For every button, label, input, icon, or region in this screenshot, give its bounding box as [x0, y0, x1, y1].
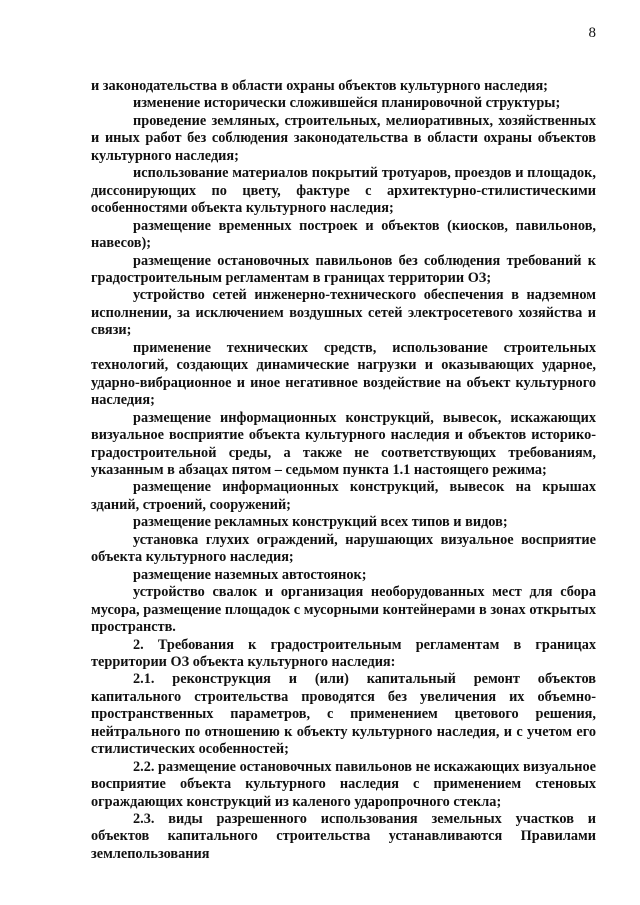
paragraph: 2.3. виды разрешенного использования земельных участков и объектов капитального строительства устанавливаются Правилами землепользования — [91, 811, 596, 862]
paragraph: 2.2. размещение остановочных павильонов не искажающих визуальное восприятие объекта культурного наследия с применением стеновых ограждающих конструкций из каленого ударопрочного стекла; — [91, 758, 596, 810]
paragraph: применение технических средств, использование строительных технологий, создающих динамические нагрузки и оказывающих ударное, ударно-вибрационное и иное негативное воздействие на объект культурного наследия; — [91, 339, 596, 409]
paragraph: устройство свалок и организация необорудованных мест для сбора мусора, размещение площадок с мусорными контейнерами в зонах открытых пространств. — [91, 584, 596, 636]
paragraph: проведение земляных, строительных, мелиоративных, хозяйственных и иных работ без соблюдения законодательства в области охраны объектов культурного наследия; — [91, 112, 596, 164]
page-number: 8 — [588, 25, 596, 41]
paragraph: 2. Требования к градостроительным регламентам в границах территории ОЗ объекта культурного наследия: — [91, 636, 596, 670]
paragraph: размещение остановочных павильонов без соблюдения требований к градостроительным регламентам в границах территории ОЗ; — [91, 252, 596, 286]
paragraph: изменение исторически сложившейся планировочной структуры; — [133, 95, 561, 112]
paragraph: установка глухих ограждений, нарушающих визуальное восприятие объекта культурного наследия; — [91, 531, 596, 566]
document-body — [91, 78, 596, 863]
paragraph: устройство сетей инженерно-технического обеспечения в надземном исполнении, за исключением воздушных сетей электросетевого хозяйства и связи; — [91, 287, 596, 339]
paragraph: использование материалов покрытий тротуаров, проездов и площадок, диссонирующих по цвету, фактуре с архитектурно-стилистическими особенностями объекта культурного наследия; — [91, 165, 596, 217]
paragraph: и законодательства в области охраны объектов культурного наследия; — [91, 78, 548, 94]
paragraph: размещение наземных автостоянок; — [133, 566, 367, 583]
paragraph: размещение информационных конструкций, вывесок на крышах зданий, строений, сооружений; — [91, 479, 596, 513]
paragraph: размещение временных построек и объектов (киосков, павильонов, навесов); — [91, 217, 596, 252]
paragraph: размещение рекламных конструкций всех типов и видов; — [133, 514, 508, 531]
paragraph: размещение информационных конструкций, вывесок, искажающих визуальное восприятие объекта культурного наследия и объектов историко-градостроительной среды, а также не соответствующих требованиям, указанным в абзацах пятом – седьмом пункта 1.1 настоящего режима; — [91, 409, 596, 478]
paragraph: 2.1. реконструкция и (или) капитальный ремонт объектов капитального строительства проводятся без увеличения их объемно-пространственных параметров, с применением цветового решения, нейтрального по отношению к объекту культурного наследия, и с учетом его стилистических особенностей; — [91, 671, 596, 758]
